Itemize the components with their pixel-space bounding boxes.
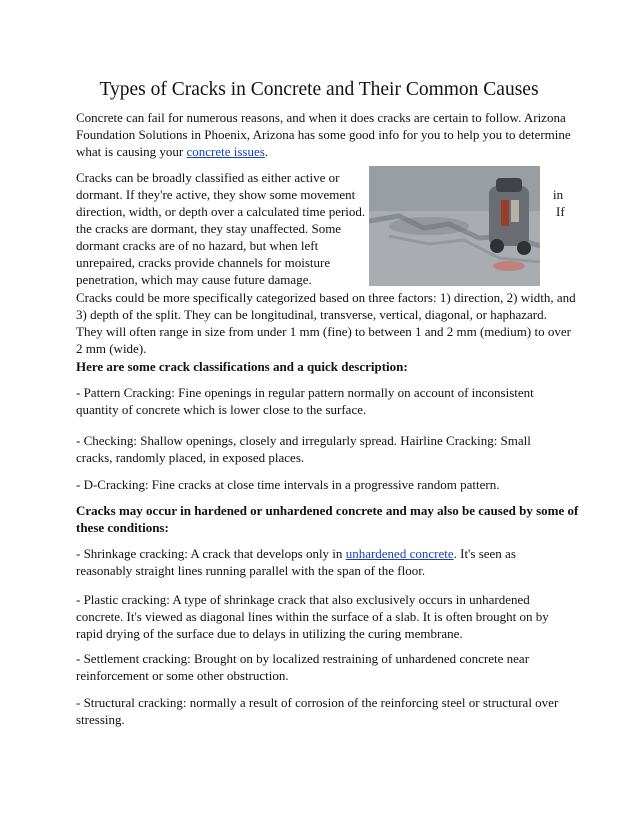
text-line: Cracks may occur in hardened or unhardened concrete and may also be caused by some of bbox=[76, 503, 579, 518]
text-line: reinforcement or some other obstruction. bbox=[76, 668, 289, 683]
concrete-crack-photo bbox=[369, 166, 540, 286]
text-line: Cracks could be more specifically categorized based on three factors: 1) direction, 2) width, and bbox=[76, 290, 576, 305]
text-line: concrete. It's viewed as diagonal lines within the surface of a slab. It is often brought on by bbox=[76, 609, 549, 624]
text-line: 3) depth of the split. They can be longitudinal, transverse, vertical, diagonal, or haphazard. bbox=[76, 307, 547, 322]
text-line: rapid drying of the surface due to delays in utilizing the curing membrane. bbox=[76, 626, 463, 641]
text-line bbox=[76, 143, 268, 160]
text-line-tail: If bbox=[556, 204, 565, 219]
text-span: - Shrinkage cracking: A crack that develops only in bbox=[76, 546, 346, 561]
text-line: penetration, which may cause future damage. bbox=[76, 272, 312, 287]
text-line: stressing. bbox=[76, 712, 125, 727]
unhardened-concrete-link[interactable]: unhardened concrete bbox=[345, 546, 454, 561]
d-cracking-item: - D-Cracking: Fine cracks at close time intervals in a progressive random pattern. bbox=[76, 477, 500, 492]
text-line: Cracks can be broadly classified as either active or bbox=[76, 170, 340, 185]
text-line-tail: in bbox=[553, 187, 564, 202]
page-title: Types of Cracks in Concrete and Their Common Causes bbox=[99, 79, 539, 100]
photo-illustration bbox=[369, 166, 540, 286]
text-line: Concrete can fail for numerous reasons, and when it does cracks are certain to follow. Arizona bbox=[76, 110, 566, 125]
text-line: dormant cracks are of no hazard, but when left bbox=[76, 238, 319, 253]
text-line: - Structural cracking: normally a result of corrosion of the reinforcing steel or structural over bbox=[76, 695, 559, 710]
text-line bbox=[76, 545, 516, 562]
text-line: cracks, randomly placed, in exposed places. bbox=[76, 450, 305, 465]
text-span: . It's seen as bbox=[453, 546, 516, 561]
text-line: the cracks are dormant, they stay unaffected. Some bbox=[76, 221, 342, 236]
text-line: - Pattern Cracking: Fine openings in regular pattern normally on account of inconsistent bbox=[76, 385, 534, 400]
text-line: unrepaired, cracks provide channels for moisture bbox=[76, 255, 331, 270]
text-line: direction, width, or depth over a calculated time period. bbox=[76, 204, 366, 219]
text-line: these conditions: bbox=[76, 520, 169, 535]
text-span: . bbox=[264, 144, 269, 159]
text-line: They will often range in size from under 1 mm (fine) to between 1 and 2 mm (medium) to over bbox=[76, 324, 571, 339]
text-span: what is causing your bbox=[76, 144, 187, 159]
text-line: - Settlement cracking: Brought on by localized restraining of unhardened concrete near bbox=[76, 651, 530, 666]
text-line: 2 mm (wide). bbox=[76, 341, 147, 356]
concrete-issues-link[interactable]: concrete issues bbox=[186, 144, 265, 159]
text-line: - Plastic cracking: A type of shrinkage crack that also exclusively occurs in unhardened bbox=[76, 592, 530, 607]
text-line: dormant. If they're active, they show some movement bbox=[76, 187, 356, 202]
text-line: reasonably straight lines running parallel with the span of the floor. bbox=[76, 563, 426, 578]
classifications-heading: Here are some crack classifications and a quick description: bbox=[76, 359, 408, 374]
text-line: Foundation Solutions in Phoenix, Arizona has some good info for you to help you to determine bbox=[76, 127, 571, 142]
text-line: quantity of concrete which is lower close to the surface. bbox=[76, 402, 367, 417]
text-line: - Checking: Shallow openings, closely and irregularly spread. Hairline Cracking: Small bbox=[76, 433, 531, 448]
